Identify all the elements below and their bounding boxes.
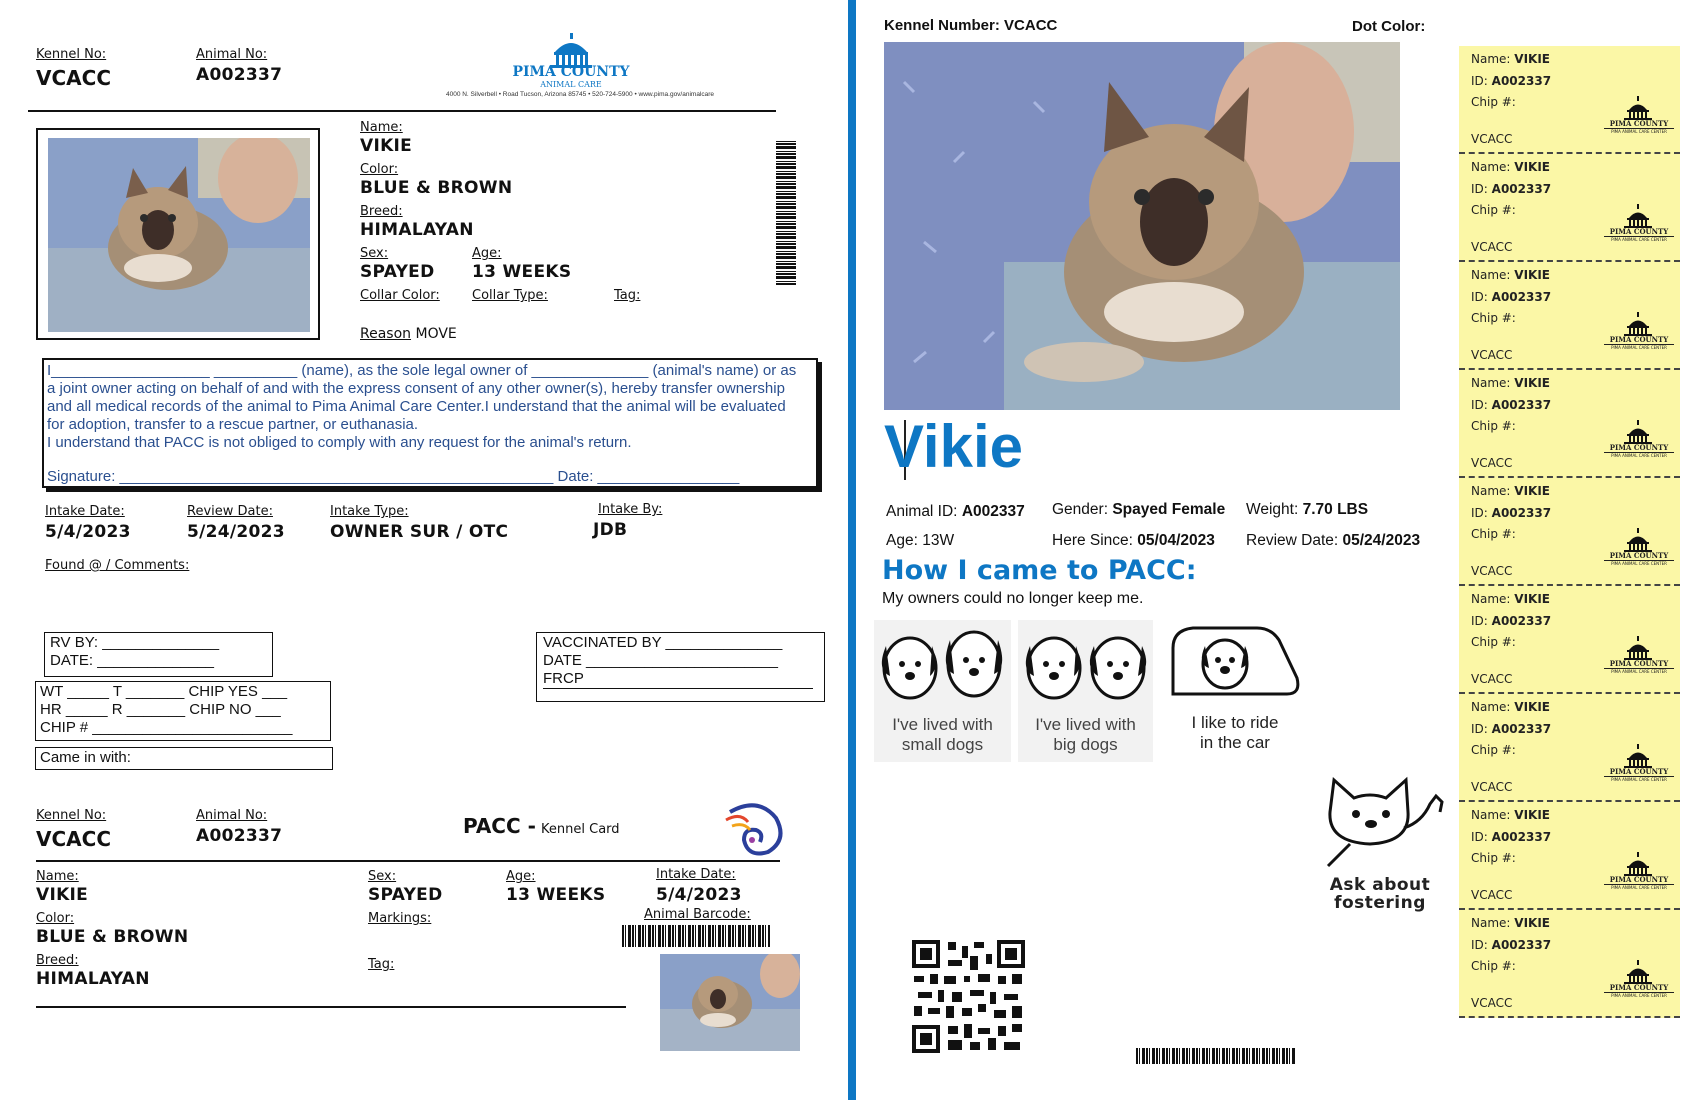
collar-color-label: Collar Color: [360,288,440,303]
fostering-cat [1310,772,1450,872]
tag-name-value: VIKIE [1514,268,1550,282]
tag-chip-label: Chip #: [1471,419,1516,433]
tag-kennel: VCACC [1471,564,1513,578]
rv-by-box [44,632,273,677]
tag-logo [1608,960,1670,1004]
main-cat-photo-image [884,42,1400,410]
kennel-card-title [463,814,620,838]
tag-kennel: VCACC [1471,132,1513,146]
tag-logo-sub: PIMA ANIMAL CARE CENTER [1604,344,1674,350]
kennel-number-label: Kennel Number: [884,17,1000,34]
main-cat-photo [884,42,1400,410]
kc-cat-photo-image [660,954,800,1051]
kennel-tag [1459,46,1680,154]
foster-line1: Ask about [1329,875,1431,895]
kc-cat-photo [660,954,800,1051]
weight-label: Weight: [1246,501,1299,518]
tag-label: Tag: [614,288,641,303]
tag-logo [1608,420,1670,464]
tag-id-label: ID: [1471,74,1488,88]
tag-name-row [1471,484,1550,498]
tag-name-value: VIKIE [1514,700,1550,714]
transfer-line-4: for adoption, transfer to a rescue partner, or euthanasia. [47,416,419,433]
kennel-tag [1459,370,1680,478]
tag-id-value: A002337 [1491,722,1552,736]
page-divider [845,0,859,1100]
tag-id-value: A002337 [1491,398,1552,412]
tag-name-label: Name: [1471,808,1511,822]
qr-code-icon [912,940,1025,1053]
kennel-tag [1459,694,1680,802]
tag-logo-sub: PIMA ANIMAL CARE CENTER [1604,992,1674,998]
kc-intake-value: 5/4/2023 [656,885,742,905]
tag-id-label: ID: [1471,830,1488,844]
tag-name-label: Name: [1471,916,1511,930]
intake-by-label: Intake By: [598,502,663,517]
tag-name-row [1471,808,1550,822]
tag-logo-text: PIMA COUNTY [1609,551,1669,560]
kc-barcode-label: Animal Barcode: [644,907,751,922]
came-in-with-box [35,747,333,770]
header-rule [28,110,776,112]
tag-name-label: Name: [1471,268,1511,282]
review-row [1246,532,1420,550]
tag-kennel: VCACC [1471,456,1513,470]
tag-logo-text: PIMA COUNTY [1609,983,1669,992]
here-since-row [1052,532,1215,550]
kennel-card-rule [36,860,780,862]
tag-kennel: VCACC [1471,240,1513,254]
kc-name-label: Name: [36,869,79,884]
tag-name-value: VIKIE [1514,916,1550,930]
color-label: Color: [360,162,399,177]
here-since-label: Here Since: [1052,532,1133,549]
gender-row [1052,501,1225,519]
big-dogs-pictogram [1018,620,1153,762]
pict2-line2: big dogs [1053,735,1118,754]
tag-id-row [1471,614,1551,628]
tag-name-row [1471,160,1550,174]
tag-kennel: VCACC [1471,348,1513,362]
tag-logo-sub: PIMA ANIMAL CARE CENTER [1604,668,1674,674]
logo-address: 4000 N. Silverbell • Road Tucson, Arizona 85745 • 520-724-5900 • www.pima.gov/animalcare [445,91,715,98]
gender-label: Gender: [1052,501,1109,518]
chip-line[interactable]: CHIP # ________________________ [40,719,293,736]
pima-county-logo [380,30,780,100]
intake-type-value: OWNER SUR / OTC [330,522,509,542]
kc-markings-label: Markings: [368,911,432,926]
kennel-tag [1459,586,1680,694]
tag-logo-text: PIMA COUNTY [1609,767,1669,776]
cat-photo-image [48,138,310,332]
vaccinated-by-line[interactable]: VACCINATED BY ______________ [543,634,783,651]
tag-name-label: Name: [1471,160,1511,174]
pacc-logo [718,800,790,858]
tag-name-row [1471,700,1550,714]
tag-id-value: A002337 [1491,182,1552,196]
tag-name-value: VIKIE [1514,52,1550,66]
age-label: Age: [472,246,502,261]
breed-label: Breed: [360,204,403,219]
tag-logo-sub: PIMA ANIMAL CARE CENTER [1604,128,1674,134]
transfer-line-1: I___________________ __________ (name), as the sole legal owner of ______________ (animal's name) or as [47,362,797,379]
pict2-line1: I've lived with [1035,715,1136,734]
tag-id-row [1471,722,1551,736]
kc-breed-label: Breed: [36,953,79,968]
tag-id-label: ID: [1471,182,1488,196]
pict3-line2: in the car [1200,733,1270,752]
kennel-number-row [884,17,1057,34]
here-since-value: 05/04/2023 [1137,532,1215,549]
tag-logo [1608,312,1670,356]
waving-cat-icon [1310,772,1450,872]
intake-date-value: 5/4/2023 [45,522,131,542]
tag-kennel: VCACC [1471,780,1513,794]
tag-id-row [1471,74,1551,88]
tag-name-row [1471,52,1550,66]
signature-line[interactable]: Signature: ____________________________________________________ Date: _________________ [47,468,740,485]
small-dogs-pictogram [874,620,1011,762]
tag-logo [1608,852,1670,896]
animal-id-row [886,503,1025,521]
frcp-line[interactable]: FRCP [543,670,813,689]
tag-kennel: VCACC [1471,672,1513,686]
kc-kennel-value: VCACC [36,827,111,851]
pict3-line1: I like to ride [1191,713,1279,732]
tag-id-label: ID: [1471,614,1488,628]
breed-value: HIMALAYAN [360,220,474,240]
kc-animal-value: A002337 [196,826,283,846]
tag-name-value: VIKIE [1514,592,1550,606]
rv-date-line[interactable]: DATE: ______________ [50,652,215,669]
kennel-tag [1459,910,1680,1018]
tag-id-row [1471,182,1551,196]
kc-title-small: Kennel Card [541,822,620,837]
tag-name-row [1471,592,1550,606]
tag-name-value: VIKIE [1514,484,1550,498]
animal-barcode [622,925,770,947]
tag-logo [1608,636,1670,680]
tag-logo-sub: PIMA ANIMAL CARE CENTER [1604,236,1674,242]
tag-kennel: VCACC [1471,996,1513,1010]
tag-kennel: VCACC [1471,888,1513,902]
kennel-tag [1459,154,1680,262]
transfer-line-5: I understand that PACC is not obliged to comply with any request for the animal's return. [47,434,632,451]
kc-age-value: 13 WEEKS [506,885,606,905]
tag-logo-text: PIMA COUNTY [1609,875,1669,884]
age-row [886,532,954,550]
tag-name-label: Name: [1471,484,1511,498]
review-date-label: Review Date: [187,504,273,519]
tag-id-row [1471,938,1551,952]
tag-chip-label: Chip #: [1471,311,1516,325]
tag-logo [1608,528,1670,572]
kc-kennel-label: Kennel No: [36,808,107,823]
collar-type-label: Collar Type: [472,288,548,303]
came-in-with-label[interactable]: Came in with: [40,749,131,766]
kennel-tag [1459,262,1680,370]
reason-label: Reason [360,326,412,342]
tag-id-value: A002337 [1491,830,1552,844]
name-value: VIKIE [360,136,413,156]
kennel-no-value: VCACC [36,66,111,90]
tag-logo-text: PIMA COUNTY [1609,335,1669,344]
intake-type-label: Intake Type: [330,504,409,519]
tag-id-label: ID: [1471,722,1488,736]
tag-id-label: ID: [1471,398,1488,412]
tag-name-label: Name: [1471,52,1511,66]
tag-logo-text: PIMA COUNTY [1609,227,1669,236]
dot-color-label: Dot Color: [1352,18,1426,35]
tag-name-row [1471,916,1550,930]
found-comments-label: Found @ / Comments: [45,558,190,573]
bottom-barcode [1136,1048,1296,1064]
tag-id-value: A002337 [1491,290,1552,304]
tag-name-label: Name: [1471,376,1511,390]
kc-tag-label: Tag: [368,957,395,972]
tag-chip-label: Chip #: [1471,959,1516,973]
transfer-line-2: a joint owner acting on behalf of and with the express consent of any other owner(s), hereby transfer ownership [47,380,785,397]
swirl-logo-icon [718,800,790,858]
tag-logo-sub: PIMA ANIMAL CARE CENTER [1604,884,1674,890]
tag-id-label: ID: [1471,290,1488,304]
animal-no-value: A002337 [196,65,283,85]
tag-logo [1608,204,1670,248]
sex-label: Sex: [360,246,389,261]
tag-chip-label: Chip #: [1471,851,1516,865]
qr-code[interactable] [912,940,1025,1053]
tag-name-value: VIKIE [1514,160,1550,174]
tag-id-label: ID: [1471,506,1488,520]
kc-breed-value: HIMALAYAN [36,969,150,989]
intake-date-label: Intake Date: [45,504,125,519]
tag-name-value: VIKIE [1514,376,1550,390]
review-date-value: 5/24/2023 [187,522,285,542]
two-big-dogs-icon [1018,620,1153,710]
kc-age-label: Age: [506,869,536,884]
tag-logo-text: PIMA COUNTY [1609,659,1669,668]
right-age-label: Age: [886,532,918,549]
ask-fostering-text [1310,876,1450,912]
tag-id-value: A002337 [1491,938,1552,952]
kc-color-value: BLUE & BROWN [36,927,189,947]
age-value: 13 WEEKS [472,262,572,282]
tag-logo-text: PIMA COUNTY [1609,119,1669,128]
dog-in-car-icon [1165,618,1305,708]
tag-logo-text: PIMA COUNTY [1609,443,1669,452]
weight-row [1246,501,1368,519]
transfer-statement-box [42,358,818,488]
tag-logo-sub: PIMA ANIMAL CARE CENTER [1604,776,1674,782]
color-value: BLUE & BROWN [360,178,513,198]
vitals-box [35,681,331,741]
right-age-value: 13W [922,532,955,549]
animal-id-value: A002337 [961,503,1025,520]
tag-chip-label: Chip #: [1471,95,1516,109]
animal-id-label: Animal ID: [886,503,958,520]
tag-id-row [1471,506,1551,520]
kennel-no-label: Kennel No: [36,47,107,62]
tag-id-value: A002337 [1491,506,1552,520]
tag-name-row [1471,268,1550,282]
tag-chip-label: Chip #: [1471,635,1516,649]
kennel-tag [1459,478,1680,586]
how-came-text: My owners could no longer keep me. [882,590,1144,607]
tag-id-value: A002337 [1491,614,1552,628]
pict1-line1: I've lived with [892,715,993,734]
kennel-tag [1459,802,1680,910]
right-review-label: Review Date: [1246,532,1339,549]
tag-chip-label: Chip #: [1471,203,1516,217]
tag-name-value: VIKIE [1514,808,1550,822]
name-label: Name: [360,120,403,135]
kennel-card-bottom-rule [36,1006,626,1008]
tag-id-value: A002337 [1491,74,1552,88]
tag-name-row [1471,376,1550,390]
logo-sub: ANIMAL CARE [540,80,602,89]
logo-name: PIMA COUNTY [512,64,630,80]
gender-value: Spayed Female [1112,501,1226,518]
how-came-heading: How I came to PACC: [882,555,1197,586]
tag-id-row [1471,290,1551,304]
tag-chip-label: Chip #: [1471,527,1516,541]
car-ride-pictogram [1165,618,1305,760]
photo-frame [36,128,320,340]
kc-name-value: VIKIE [36,885,89,905]
kennel-number-value: VCACC [1004,17,1058,34]
vacc-date-line[interactable]: DATE _______________________ [543,652,778,669]
kc-intake-label: Intake Date: [656,867,736,882]
kc-color-label: Color: [36,911,75,926]
kc-animal-label: Animal No: [196,808,268,823]
tag-logo-sub: PIMA ANIMAL CARE CENTER [1604,452,1674,458]
wt-line[interactable]: WT _____ T _______ CHIP YES ___ [40,683,288,700]
animal-no-label: Animal No: [196,47,268,62]
tag-logo [1608,744,1670,788]
reason-row [360,326,457,342]
pict1-line2: small dogs [901,735,984,754]
weight-value: 7.70 LBS [1302,501,1369,518]
tag-chip-label: Chip #: [1471,743,1516,757]
cat-photo [48,138,310,332]
tag-logo-sub: PIMA ANIMAL CARE CENTER [1604,560,1674,566]
reason-value: MOVE [415,326,457,342]
kc-sex-value: SPAYED [368,885,443,905]
tag-id-row [1471,398,1551,412]
tag-id-label: ID: [1471,938,1488,952]
hr-line[interactable]: HR _____ R _______ CHIP NO ___ [40,701,281,718]
tag-id-row [1471,830,1551,844]
tag-name-label: Name: [1471,700,1511,714]
right-review-value: 05/24/2023 [1342,532,1421,549]
tag-logo [1608,96,1670,140]
intake-by-value: JDB [593,520,628,540]
kc-title-bold: PACC - [463,814,536,838]
animal-name-heading: Vikie [884,413,1024,480]
rv-by-line[interactable]: RV BY: ______________ [50,634,220,651]
vaccination-box [536,632,825,702]
kc-sex-label: Sex: [368,869,397,884]
foster-line2: fostering [1334,893,1426,913]
vertical-barcode [776,140,796,285]
transfer-line-3: and all medical records of the animal to Pima Animal Care Center.I understand that the animal will be evaluated [47,398,786,415]
tag-name-label: Name: [1471,592,1511,606]
two-small-dogs-icon [874,620,1011,710]
sex-value: SPAYED [360,262,435,282]
